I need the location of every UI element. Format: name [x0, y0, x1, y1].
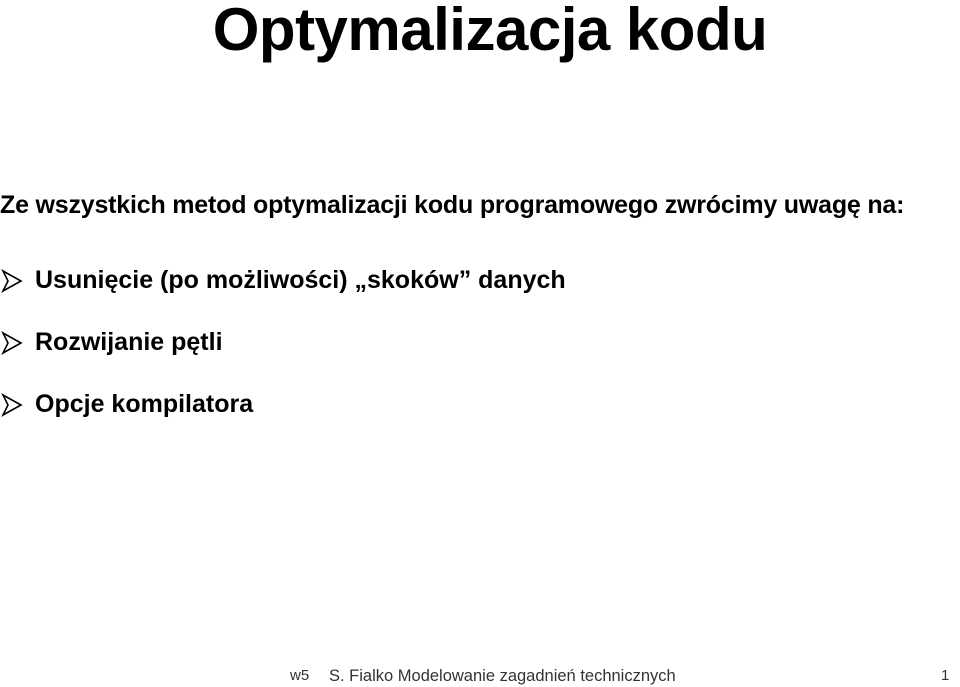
bullet-text: Rozwijanie pętli — [35, 328, 223, 356]
list-item — [0, 374, 566, 436]
footer-author: S. Fialko Modelowanie zagadnień technicznych — [329, 667, 676, 685]
intro-text: Ze wszystkich metod optymalizacji kodu programowego zwrócimy uwagę na: — [0, 191, 905, 219]
arrowhead-bullet-icon — [0, 331, 24, 355]
list-item — [0, 312, 566, 374]
slide-title: Optymalizacja kodu — [212, 0, 768, 63]
arrowhead-bullet-icon — [0, 393, 24, 417]
footer-page-number: 1 — [941, 667, 950, 684]
bullet-list — [0, 250, 566, 436]
bullet-text: Opcje kompilatora — [35, 390, 254, 418]
arrowhead-bullet-icon — [0, 269, 24, 293]
list-item — [0, 250, 566, 312]
bullet-text: Usunięcie (po możliwości) „skoków” danych — [35, 266, 566, 294]
footer-lecture-code: w5 — [290, 667, 310, 684]
